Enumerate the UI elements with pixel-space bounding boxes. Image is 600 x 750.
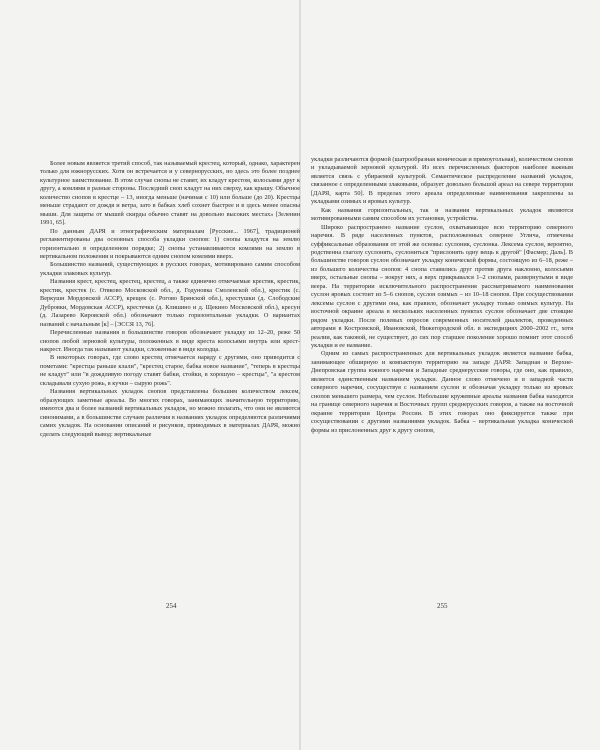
left-page-text: [40, 160, 300, 439]
left-page-number: 254: [166, 602, 177, 610]
paragraph: Названия крест, крестец, крестец, крестец, а также единично отмечаемые крестик, крестик, крестик, крестек (с. Отяково Московской обл., д. Годуновка Смоленской обл.), крестик (с. Веркушн Мордовской АССР), крещек (с. Рогово Брянской обл.), крестушки (д. Слободские Дубровки, Мордовская АССР), крестечки (д. Клишино и д. Щекино Московской обл.), кресун (д. Лазарево Кировской обл.) обозначают только горизонтальные укладки. О вариантах названий с начальным [к] – [ЭССЯ 13, 76].: [40, 278, 300, 328]
paragraph: Названия вертикальных укладок снопов представлены большим количеством лексем, образующих заметные ареалы. Во многих говорах, занимающих значительную территорию, имеются два и более названий вертикальных укладок, но можно полагать, что они не являются синонимами, а в большинстве случаев различия в названиях укладок определяются различиями самих укладок. На основании описаний и рисунков, приводимых в материалах ДАРЯ, можно сделать следующий вывод: вертикальные: [40, 388, 300, 438]
paragraph: Широко распространено название суслон, охватывающее всю территорию северного наречия. В ряде населенных пунктов, расположенных севернее Углича, отмечены суффиксальные образования от этой же основы: суслоник, суслонка. Лексема суслон, вероятно, родственна глаголу суслонять, суслониться "прислонять одну вещь к другой" [Фасмер; Даль]. В большинстве говоров суслон обозначает укладку конической формы, состоящую из 6–18, реже – из большего количества снопов: 4 снопа ставились друг против друга наклонно, колосьями вверх, остальные снопы – вокруг них, а верх прикрывался 1–2 снопами, развернутыми в виде веера. На территории исключительного распространения рассматриваемого наименования суслон яровых состоит из 5–6 снопов, суслон озимых – из 10–18 снопов. При сосуществовании лексемы суслон с другими она, как правило, обозначает укладку только озимых культур. На восточной окраине ареала в нескольких населенных пунктах суслон обозначает две стоящие рядом укладки. После полевых опросов современных носителей диалектов, проведенных авторами в Костромской, Ивановской, Нижегородской обл. в экспедициях 2000–2002 гг., хотя реалии, как таковой, не существует, до сих пор старшее поколение хорошо помнит этот способ укладки и ее название.: [311, 223, 573, 349]
paragraph: Большинство названий, существующих в русских говорах, мотивировано самим способом укладки злаковых культур.: [40, 261, 300, 277]
paragraph: В некоторых говорах, где слово крестец отмечается наряду с другими, оно приводится с пометами: "крестцы раньше клали", "крестец старое, бабка новое название", "теперь в крестцы не кладут" или "в дождливую погоду ставят бабки, стойки, в хорошую – крестцы", "а крестом складывали сухую рожь, в кучки – сырую рожь".: [40, 354, 300, 387]
paragraph: По данным ДАРЯ и этнографическим материалам [Русские... 1967], традиционей регламентированы два основных способа укладки снопов: 1) снопы кладутся на землю горизонтально в определенном порядке; 2) снопы устанавливаются комлями на землю в вертикальном положении и покрываются одним снопом комлями вверх.: [40, 227, 300, 260]
paragraph: Перечисленные названия в большинстве говоров обозначают укладку из 12–20, реже 50 снопов любой зерновой культуры, положенных в виде креста колосьями внутрь или крест-накрест. Иногда так называют укладки, сложенные в виде колодца.: [40, 329, 300, 353]
paragraph: Более новым является третий способ, так называемый крестец, который, однако, характерен только для южнорусских. Хотя он встречается и у северноруcских, но здесь это более позднее культурное заимствование. В этом случае снопы не ставят, их кладут крестом, колосьями друг к другу, а комлями в разные стороны. Последний сноп кладут на них сверху, как крышу. Обычное количество снопов в крестце – 13, иногда меньше (начиная с 10) или больше (до 20). Крестцы меньше страдают от дождя и ветра, зато в бабках хлеб сохнет быстрее и в здесь менее опасны мыши. Для защиты от мышей скирды обычно ставят на довольно высоких местах» [Зеленин 1991, 65].: [40, 160, 300, 227]
paragraph: Одним из самых распространенных для вертикальных укладок является название бабка, занимающее обширную и компактную территорию на западе ДАРЯ: Западная и Верхне-Днепровская группа южного наречия и Западные среднерусские говоры, где оно, как правило, является единственным названием укладки. Данное слово отмечено и в западной части северного наречия, сосуществуя с названием суслон и обозначая укладку только из яровых снопов меньшего размера, чем суслон. Небольшие кружевные ареалы названия бабка находятся на границе северного наречия и Восточных групп среднерусских говоров, а также на восточной окраине территории Центра России. В этих говорах оно фиксируется также при сосуществовании с другими названиями укладок. Бабка – вертикальная укладка конической формы из прислоненных друг к другу снопов,: [311, 350, 573, 434]
right-page-text: [311, 156, 573, 435]
paragraph: Как названия горизонтальных, так и названия вертикальных укладок являются мотивированными самим способом их установки, устройства.: [311, 206, 573, 223]
right-page-number: 255: [437, 602, 448, 610]
paragraph: укладки различаются формой (шатрообразная коническая и прямоугольная), количеством снопов и укладываемой зерновой культурой. Из всех перечисленных факторов наиболее важным является связь с убираемой культурой. Семантическое распределение названий укладок, связанное с определенными злаковыми, образует довольно большой ареал на севере территории [ДАРЯ, карта 50]. В пределах этого ареала определенные наименования закреплены за укладками озимых и яровых культур.: [311, 156, 573, 206]
